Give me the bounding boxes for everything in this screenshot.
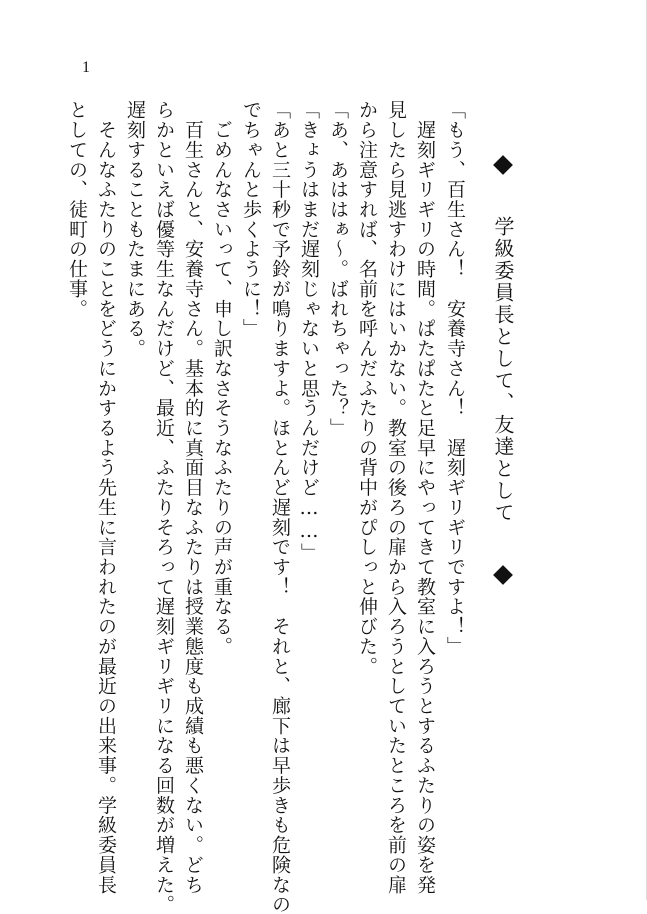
text-line: 遅刻ギリギリの時間。ぱたぱたと足早にやってきて教室に入ろうとするふたりの姿を発 — [414, 100, 436, 895]
text-line: 「もう、百生さん！ 安養寺さん！ 遅刻ギリギリですよ！」 — [444, 100, 466, 657]
chapter-title — [493, 152, 513, 588]
text-line: から注意すれば、名前を呼んだふたりの背中がぴしっと伸びた。 — [356, 100, 378, 676]
text-line: 「きょうはまだ遅刻じゃないと思うんだけど……」 — [298, 100, 320, 563]
diamond-ornament-icon — [493, 565, 513, 585]
text-line: そんなふたりのことをどうにかするよう先生に言われたのが最近の出来事。学級委員長 — [95, 100, 117, 895]
text-line: 「あと三十秒で予鈴が鳴りますよ。ほとんど遅刻です！ それと、廊下は早歩きも危険なの — [269, 100, 291, 914]
text-line: 遅刻することもたまにある。 — [124, 100, 146, 359]
diamond-ornament-icon — [493, 155, 513, 175]
text-line: でちゃんと歩くように！」 — [240, 100, 262, 339]
text-line: らかといえば優等生なんだけど、最近、ふたりそろって遅刻ギリギリになる回数が増えた。 — [153, 100, 175, 914]
chapter-title-text: 学級委員長として、友達として — [491, 216, 515, 524]
text-line: ごめんなさいって、申し訳なさそうなふたりの声が重なる。 — [211, 100, 233, 657]
text-line: 百生さんと、安養寺さん。基本的に真面目なふたりは授業態度も成績も悪くない。どち — [182, 100, 204, 895]
page-number: 1 — [82, 59, 90, 76]
text-line: 「あ、あははぁ〜。ばれちゃった？」 — [327, 100, 349, 438]
text-line: 見したら見逃すわけにはいかない。教室の後ろの扉から入ろうとしていたところを前の扉 — [385, 100, 407, 895]
text-line: としての、徒町の仕事。 — [66, 100, 88, 319]
